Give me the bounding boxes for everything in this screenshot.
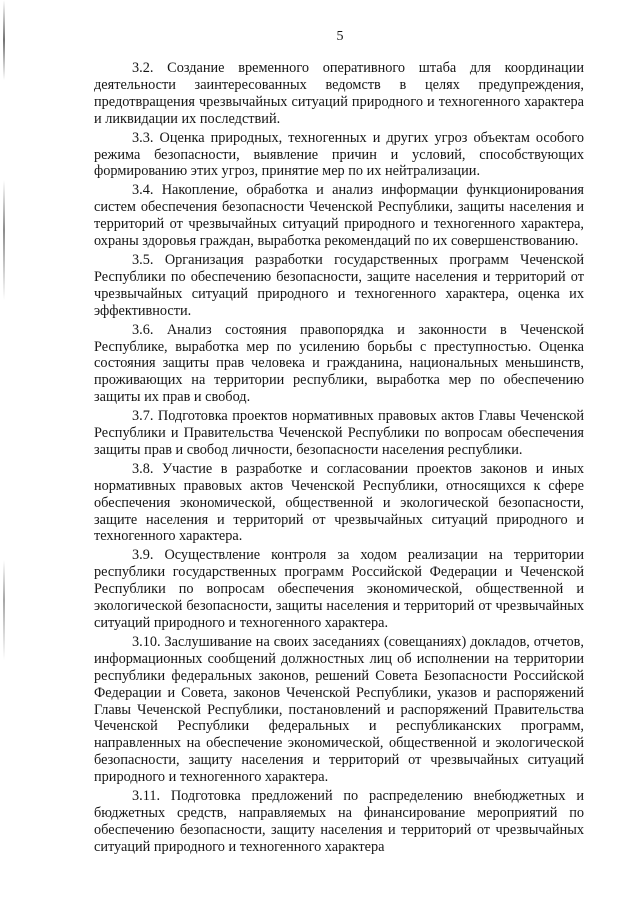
paragraph-3-9: 3.9. Осуществление контроля за ходом реализации на территории республики государственных программ Российской Федерации и Чеченской Республики по вопросам обеспечения экономической, общественной и экологической безопасности, защиты населения и территорий от чрезвычайных ситуаций природного и техногенного характера. bbox=[94, 547, 584, 631]
document-body bbox=[94, 60, 584, 858]
paragraph-3-5: 3.5. Организация разработки государственных программ Чеченской Республики по обеспечению безопасности, защите населения и территорий от чрезвычайных ситуаций природного и техногенного характера, оценка их эффективности. bbox=[94, 251, 584, 319]
paragraph-3-3: 3.3. Оценка природных, техногенных и других угроз объектам особого режима безопасности, выявление причин и условий, способствующих формированию этих угроз, принятие мер по их нейтрализации. bbox=[94, 129, 584, 180]
paragraph-3-11: 3.11. Подготовка предложений по распределению внебюджетных и бюджетных средств, направляемых на финансирование мероприятий по обеспечению безопасности, защиту населения и территорий от чрезвычайных ситуаций природного и техногенного характера bbox=[94, 788, 584, 855]
paragraph-3-4: 3.4. Накопление, обработка и анализ информации функционирования систем обеспечения безопасности Чеченской Республики, защиты населения и территорий от чрезвычайных ситуаций природного и техногенного характера, охраны здоровья граждан, выработка рекомендаций по их совершенствованию. bbox=[94, 182, 584, 250]
paragraph-3-10: 3.10. Заслушивание на своих заседаниях (совещаниях) докладов, отчетов, информационных сообщений должностных лиц об исполнении на территории республики федеральных законов, решений Совета Безопасности Российской Федерации и Совета, законов Чеченской Республики, указов и распоряжений Главы Чеченской Республики, постановлений и распоряжений Правительства Чеченской Республики федеральных и республиканских программ, направленных на обеспечение экономической, общественной и экологической безопасности, защиту населения и территорий от чрезвычайных ситуаций природного и техногенного характера. bbox=[94, 633, 584, 786]
paragraph-3-8: 3.8. Участие в разработке и согласовании проектов законов и иных нормативных правовых актов Чеченской Республики, относящихся к сфере обеспечения экономической, общественной и экологической безопасности, защите населения и территорий от чрезвычайных ситуаций природного и техногенного характера. bbox=[94, 460, 584, 545]
page-number: 5 bbox=[336, 29, 344, 44]
paragraph-3-2: 3.2. Создание временного оперативного штаба для координации деятельности заинтересованных ведомств в целях предупреждения, предотвращения чрезвычайных ситуаций природного и техногенного характера и ликвидации их последствий. bbox=[94, 60, 584, 127]
paragraph-3-7: 3.7. Подготовка проектов нормативных правовых актов Главы Чеченской Республики и Правительства Чеченской Республики по вопросам обеспечения защиты прав и свобод личности, безопасности населения республики. bbox=[94, 408, 584, 458]
paragraph-3-6: 3.6. Анализ состояния правопорядка и законности в Чеченской Республике, выработка мер по усилению борьбы с преступностью. Оценка состояния защиты прав человека и гражданина, национальных меньшинств, проживающих на территории республики, выработка мер по обеспечению защиты их прав и свобод. bbox=[94, 321, 584, 406]
scan-edge-mark bbox=[3, 0, 5, 905]
